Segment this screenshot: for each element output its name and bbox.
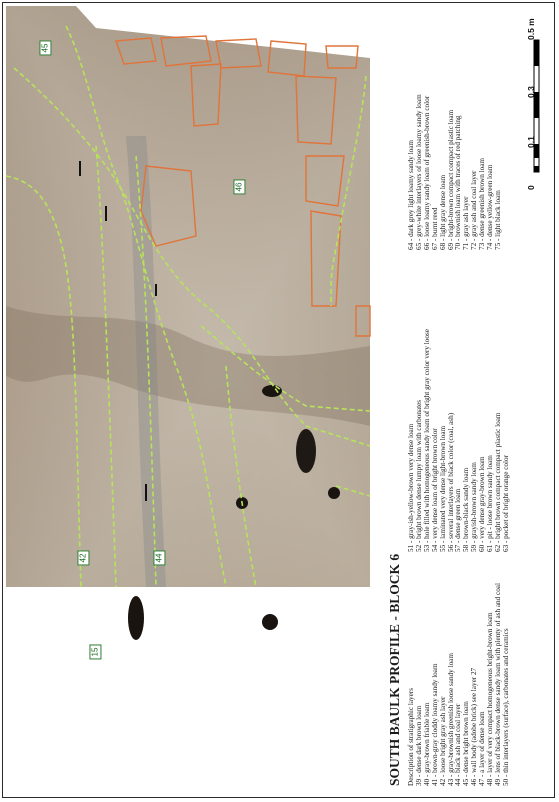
legend-panel <box>387 554 403 786</box>
legend-heading: Description of stratigraphic layers <box>407 688 415 786</box>
layer-tag: 42 <box>77 551 89 566</box>
legend-entry: 54 - very dense loam of bright brown color <box>430 428 439 552</box>
legend-entry: 41 - brown-gray cloddy loamy sandy loam <box>430 663 439 786</box>
legend-column-3 <box>408 94 503 250</box>
legend-entry: 62 - bright brown compact compact plastic loam <box>493 412 502 552</box>
legend-entry: 69 - bright-brown compact compact plastic loam <box>446 109 455 250</box>
dark-pit <box>262 385 282 397</box>
legend-entry: 72 - gray ash and coal layer <box>470 170 479 250</box>
profile-photo-drawing <box>6 6 370 587</box>
legend-entry: 66 - loose loamy sandy loam of greenish-brown color <box>422 95 431 250</box>
scale-bar <box>526 18 548 190</box>
legend-entry: 55 - laminated very dense light-brown loam <box>438 425 447 552</box>
soil-highlight <box>6 6 370 587</box>
dark-pit <box>128 596 144 640</box>
legend-entry: 40 - gray-brown friable loam <box>422 702 431 786</box>
legend-entry: 45 - dense bright brown loam <box>462 701 471 786</box>
scale-label-0: 0 <box>526 185 536 190</box>
legend-entry: 47 - a layer of dense loam <box>478 711 487 786</box>
dark-pit <box>328 487 340 499</box>
legend-column-2 <box>408 329 511 552</box>
legend-entry: 42 - loose bright gray ash layer <box>438 696 447 786</box>
legend-entry: 61 - pit - loose brown sandy loam <box>486 455 495 552</box>
legend-entry: 46 - wall body (adobe brick) see layer 27 <box>470 667 479 786</box>
scale-bar-graphic <box>528 40 548 180</box>
legend-entry: 74 - dense yellow-green loam <box>486 164 495 250</box>
figure-title: SOUTH BAULK PROFILE - BLOCK 6 <box>387 553 402 786</box>
legend-entry: 67 - burnt reed <box>430 207 439 250</box>
legend-entry: 52 - bright brown dense lumpy loam with carbonates <box>414 399 423 552</box>
legend-entry: 60 - very dense gray-brown loam <box>478 456 487 552</box>
scale-label-0-1: 0.1 <box>526 136 536 148</box>
legend-entry: 70 - brownish loam with traces of red patching <box>454 115 463 250</box>
legend-entry: 53 - hole filled with homogeneous sandy loam of bright gray color very loose <box>422 329 431 552</box>
legend-entry: 58 - brown-black sandy loam <box>462 467 471 552</box>
profile-photo <box>6 6 370 657</box>
legend-column-1 <box>408 583 511 786</box>
legend-entry: 59 - grayish-brown sandy loam <box>470 462 479 552</box>
legend-entry: 63 - pocket of bright orange color <box>501 455 510 552</box>
dark-pit <box>262 614 278 630</box>
legend-entry: 57 - dense green loam <box>454 488 463 552</box>
legend-entry: 56 - several interlayers of black color (coal, ash) <box>446 412 455 552</box>
legend-entry: 49 - lens of black-brown dense sandy loam with plenty of ash and coal <box>493 583 502 786</box>
legend-entry: 65 - grey-white interlayers of loose loamy sandy loam <box>414 94 423 250</box>
layer-tag: 46 <box>233 180 245 195</box>
legend-entry: 75 - light black loam <box>493 190 502 250</box>
layer-tag: 45 <box>39 41 51 56</box>
scale-label-0-5: 0.5 m <box>526 18 536 40</box>
dark-pit <box>296 429 316 473</box>
legend-entry: 48 - layer of very compact homogeneous bright-brown loam <box>486 612 495 786</box>
legend-entry: 50 - thin interlayers (surface), carbonates and ceramics <box>501 628 510 786</box>
legend-entry: 73 - dense greenish brown loam <box>478 157 487 250</box>
legend-entry: 43 - gray-brownish greenish loose sandy loam <box>446 653 455 786</box>
legend-entry: 64 - dark grey light loamy sandy loam <box>407 140 415 250</box>
legend-entry: 51 - gray-ish-yellow-brown very dense loam <box>407 423 415 552</box>
legend-entry: 68 - light gray dense loam <box>438 174 447 250</box>
legend-entry: 71 - gray ash layer <box>462 196 471 250</box>
legend-entry: 39 - dense dark brown loam <box>414 705 423 786</box>
layer-tag: 15 <box>89 645 101 660</box>
layer-tag: 44 <box>153 551 165 566</box>
legend-entry: 44 - black ash and coal layer <box>454 703 463 786</box>
scale-label-0-3: 0.3 <box>526 86 536 98</box>
